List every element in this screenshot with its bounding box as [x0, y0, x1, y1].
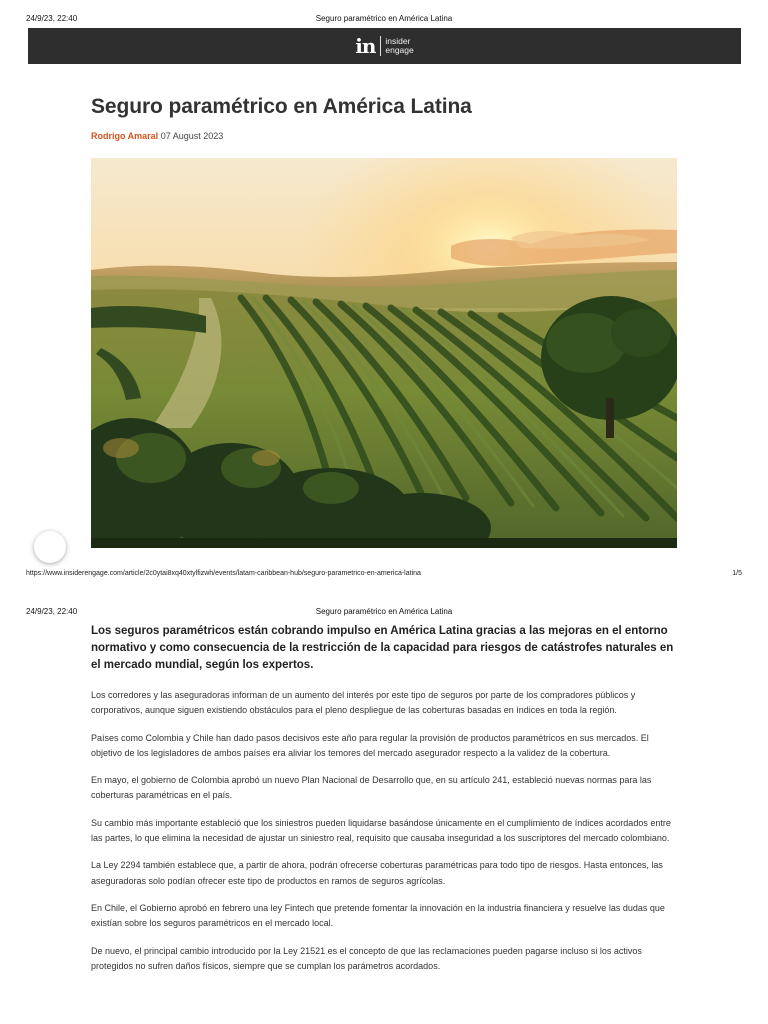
- article-paragraph: Su cambio más importante estableció que los siniestros pueden liquidarse basándose únicamente en el cumplimiento de índices acordados entre las partes, lo que elimina la necesidad de ajustar un siniestro real, requisito que causaba inseguridad a los suscriptores del mercado colombiano.: [91, 817, 671, 844]
- article-body: [91, 623, 681, 986]
- article-paragraph: De nuevo, el principal cambio introducido por la Ley 21521 es el concepto de que las reclamaciones pueden pagarse incluso si los activos protegidos no sufren daños físicos, siempre que se cumplan los parámetros acordados.: [91, 945, 642, 971]
- publish-date: 07 August 2023: [160, 131, 224, 141]
- logo-word-insider: insider: [385, 36, 411, 46]
- logo-wordmark: [385, 37, 413, 55]
- article-paragraph: En Chile, el Gobierno aprobó en febrero una ley Fintech que pretende fomentar la innovación en la industria financiera y resuelve las dudas que existían sobre los seguros paramétricos en el mercado local.: [91, 902, 665, 929]
- article-paragraph: La Ley 2294 también establece que, a partir de ahora, podrán ofrecerse coberturas paramétricas para todo tipo de riesgos. Hasta entonces, las aseguradoras solo podían ofrecer este tipo de productos en ramos de seguros agrícolas.: [91, 860, 663, 886]
- print-header-page-1: [26, 14, 742, 26]
- print-page-number: 1/5: [732, 570, 742, 577]
- print-header-page-2: [26, 607, 742, 619]
- print-datetime: 24/9/23, 22:40: [26, 607, 78, 616]
- logo-word-engage: engage: [385, 45, 414, 55]
- logo-divider: [380, 36, 381, 56]
- print-title: Seguro paramétrico en América Latina: [315, 14, 453, 23]
- hero-image: [91, 158, 677, 548]
- article-paragraph: Los corredores y las aseguradoras informan de un aumento del interés por este tipo de seguros por parte de los compradores públicos y corporativos, aunque siguen existiendo obstáculos para el pleno despliegue de las coberturas basadas en índices en toda la región.: [91, 690, 636, 716]
- article-paragraph: Países como Colombia y Chile han dado pasos decisivos este año para regular la provisión de productos paramétricos en sus mercados. El objetivo de los legisladores de ambos países era aliviar los temores del mercado asegurador respecto a la validez de la cobertura.: [91, 732, 649, 758]
- floating-action-button[interactable]: [34, 531, 66, 563]
- logo-mark-icon: in: [355, 34, 376, 58]
- print-footer-page-1: [26, 570, 742, 582]
- article-title: Seguro paramétrico en América Latina: [91, 95, 472, 118]
- site-header-bar: [28, 28, 741, 64]
- insider-engage-logo[interactable]: [355, 36, 414, 56]
- article-byline: [91, 131, 223, 141]
- article-lead: Los seguros paramétricos están cobrando impulso en América Latina gracias a las mejoras en el entorno normativo y como consecuencia de la restricción de la capacidad para riesgos de catástrofes naturales en el mercado mundial, según los expertos.: [91, 625, 674, 671]
- print-datetime: 24/9/23, 22:40: [26, 14, 78, 23]
- print-title: Seguro paramétrico en América Latina: [315, 607, 453, 616]
- author-link[interactable]: Rodrigo Amaral: [91, 131, 159, 141]
- print-url: https://www.insiderengage.com/article/2c0ytai8xq40xtylfizwh/events/latam-caribbean-hub/seguro-parametrico-en-america-latina: [26, 570, 421, 577]
- article-paragraph: En mayo, el gobierno de Colombia aprobó un nuevo Plan Nacional de Desarrollo que, en su artículo 241, estableció nuevas normas para las coberturas paramétricas en el país.: [91, 775, 652, 801]
